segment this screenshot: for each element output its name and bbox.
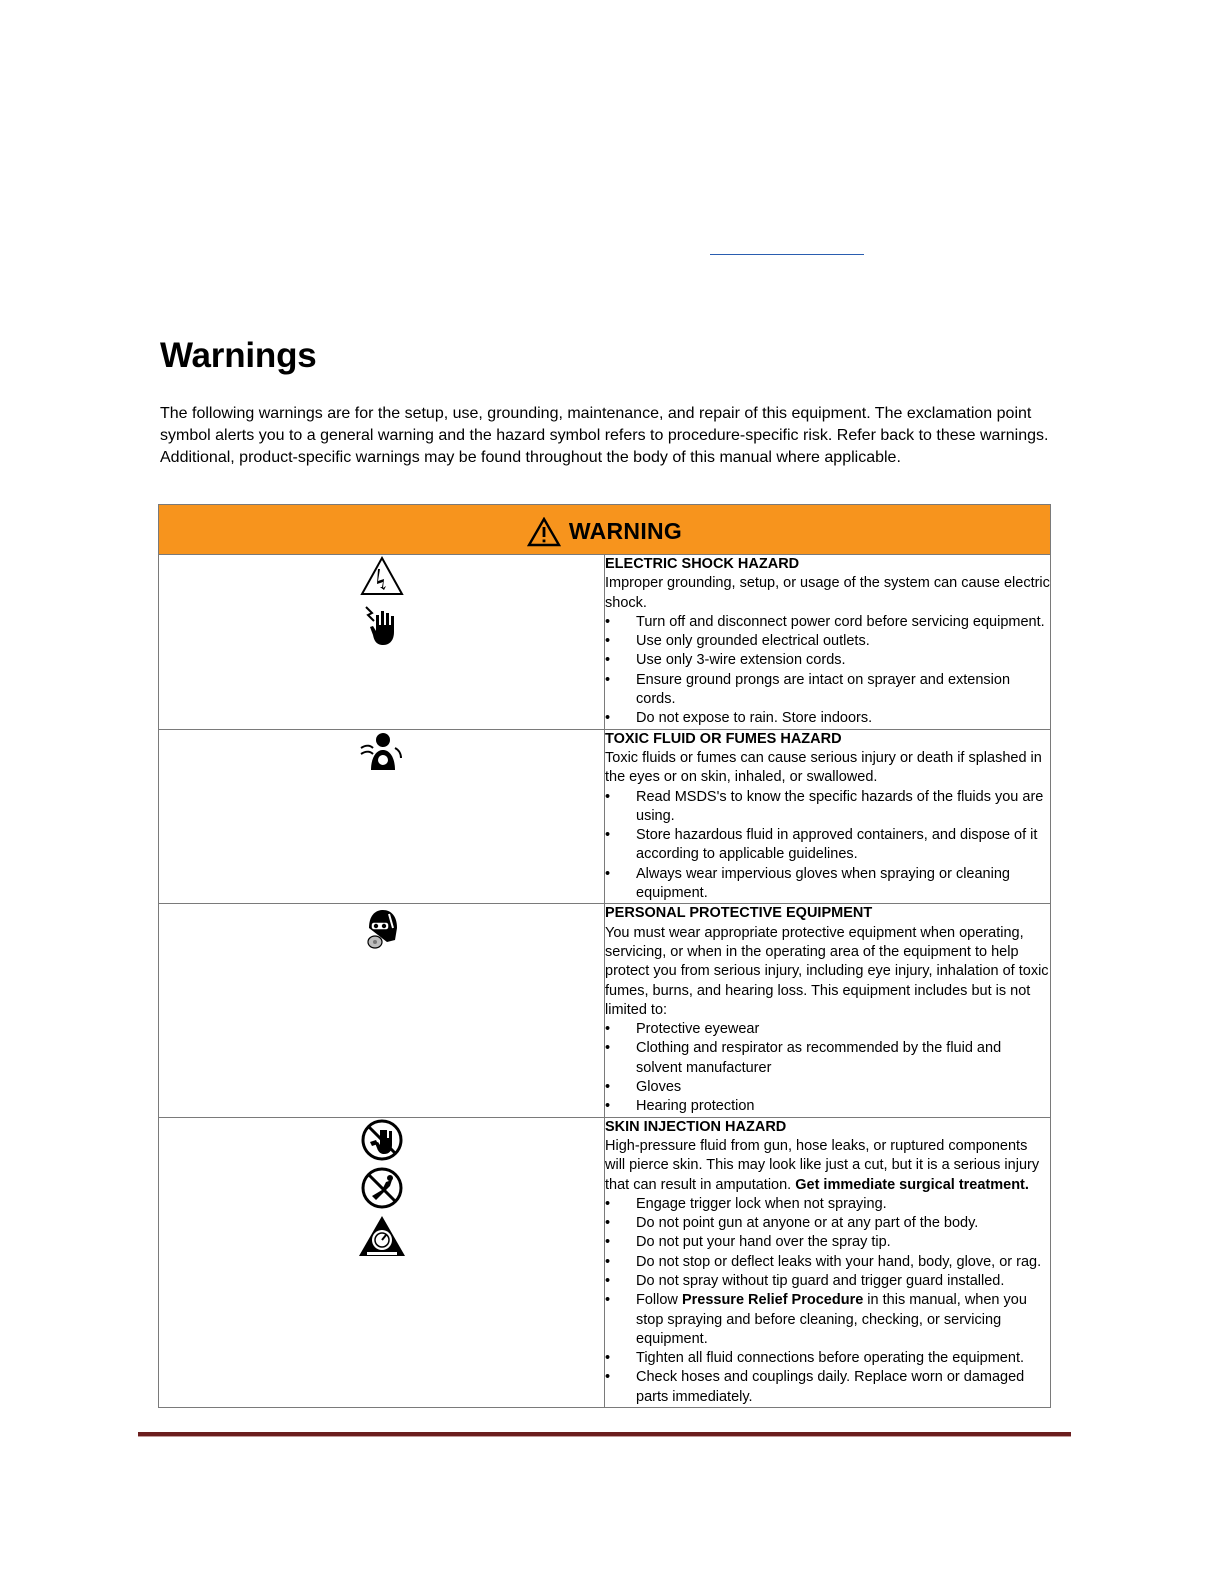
hazard-title: SKIN INJECTION HAZARD [605, 1118, 787, 1135]
intro-paragraph: The following warnings are for the setup, use, grounding, maintenance, and repair of this equipment. The exclamation point symbol alerts you to a general warning and the hazard symbol refers to procedure-specific risk. Refer back to these warnings. Additional, product-specific warnings may be found throughout the body of this manual where applicable. [160, 405, 1049, 466]
hazard-text-cell [605, 729, 1051, 904]
list-item: • Store hazardous fluid in approved containers, and dispose of it according to applicable guidelines. [605, 826, 1050, 865]
hazard-description-text: High-pressure fluid from gun, hose leaks, or ruptured components will pierce skin. This may look like just a cut, but it is a serious injury that can result in amputation. [605, 1137, 1040, 1193]
hazard-description-emphasis: Get immediate surgical treatment. [795, 1176, 1029, 1193]
warning-header-label: WARNING [568, 518, 683, 544]
list-item: • Use only grounded electrical outlets. [605, 632, 1050, 651]
hazard-title: ELECTRIC SHOCK HAZARD [605, 556, 800, 572]
list-item: • Do not stop or deflect leaks with your hand, body, glove, or rag. [605, 1253, 1050, 1272]
relief-text-pre: Follow [636, 1292, 682, 1309]
list-item: • Check hoses and couplings daily. Replace worn or damaged parts immediately. [605, 1368, 1050, 1407]
toxic-fumes-icon [359, 730, 405, 772]
hazard-row-ppe [159, 904, 1051, 1117]
no-hand-spray-icon [360, 1118, 404, 1162]
no-spray-person-icon [360, 1166, 404, 1210]
hyperlink-underline[interactable] [710, 254, 864, 255]
list-item [605, 1291, 1050, 1349]
hazard-bullet-list [605, 613, 1050, 729]
list-item: • Tighten all fluid connections before operating the equipment. [605, 1349, 1050, 1368]
hazard-description: Improper grounding, setup, or usage of the system can cause electric shock. [605, 575, 1050, 611]
hazard-icons-cell [159, 729, 605, 904]
list-item: • Engage trigger lock when not spraying. [605, 1195, 1050, 1214]
hazard-row-toxic-fluid [159, 729, 1051, 904]
warning-header [159, 505, 1051, 555]
hazard-bullet-list [605, 788, 1050, 904]
hazard-text-cell [605, 1117, 1051, 1407]
pressure-relief-icon [357, 1214, 407, 1258]
list-item: • Protective eyewear [605, 1020, 1050, 1039]
electric-shock-triangle-icon [359, 555, 405, 597]
protective-helmet-icon [361, 904, 403, 952]
list-item: • Read MSDS's to know the specific hazards of the fluids you are using. [605, 788, 1050, 827]
list-item: • Use only 3-wire extension cords. [605, 651, 1050, 670]
list-item: • Do not expose to rain. Store indoors. [605, 709, 1050, 728]
footer-rule [138, 1432, 1071, 1437]
hand-shock-icon [362, 601, 402, 647]
hazard-title: PERSONAL PROTECTIVE EQUIPMENT [605, 905, 873, 922]
list-item: • Always wear impervious gloves when spraying or cleaning equipment. [605, 865, 1050, 904]
pressure-relief-procedure-ref: Pressure Relief Procedure [681, 1292, 864, 1309]
list-item: • Gloves [605, 1078, 1050, 1097]
hazard-row-electric-shock [159, 555, 1051, 730]
relief-text-post: in this manual, when you stop spraying and before cleaning, checking, or servicing equipment. [636, 1292, 1027, 1347]
list-item: • Turn off and disconnect power cord before servicing equipment. [605, 613, 1050, 632]
hazard-description: Toxic fluids or fumes can cause serious injury or death if splashed in the eyes or on skin, inhaled, or swallowed. [605, 749, 1042, 786]
hazard-bullet-list [605, 1195, 1050, 1407]
hazard-icons-cell [159, 1117, 605, 1407]
list-item: • Do not spray without tip guard and trigger guard installed. [605, 1272, 1050, 1291]
hazard-icons-cell [159, 555, 605, 730]
list-item: • Do not point gun at anyone or at any part of the body. [605, 1214, 1050, 1233]
list-item: • Do not put your hand over the spray tip. [605, 1233, 1050, 1252]
hazard-description: You must wear appropriate protective equipment when operating, servicing, or when in the operating area of the equipment to help protect you from serious injury, including eye injury, inhalation of toxic fumes, burns, and hearing loss. This equipment includes but is not limited to: [605, 924, 1049, 1018]
list-item: • Clothing and respirator as recommended by the fluid and solvent manufacturer [605, 1039, 1050, 1078]
list-item: • Hearing protection [605, 1097, 1050, 1116]
hazard-title: TOXIC FLUID OR FUMES HAZARD [605, 730, 842, 747]
warning-triangle-icon [527, 517, 561, 547]
hazard-text-cell [605, 904, 1051, 1117]
page-title: Warnings [160, 336, 317, 375]
hazard-bullet-list [605, 1020, 1050, 1116]
hazard-text-cell [605, 555, 1051, 730]
list-item: • Ensure ground prongs are intact on sprayer and extension cords. [605, 671, 1050, 710]
warning-table [158, 504, 1051, 1408]
hazard-description [605, 1137, 1050, 1195]
hazard-row-skin-injection [159, 1117, 1051, 1407]
hazard-icons-cell [159, 904, 605, 1117]
